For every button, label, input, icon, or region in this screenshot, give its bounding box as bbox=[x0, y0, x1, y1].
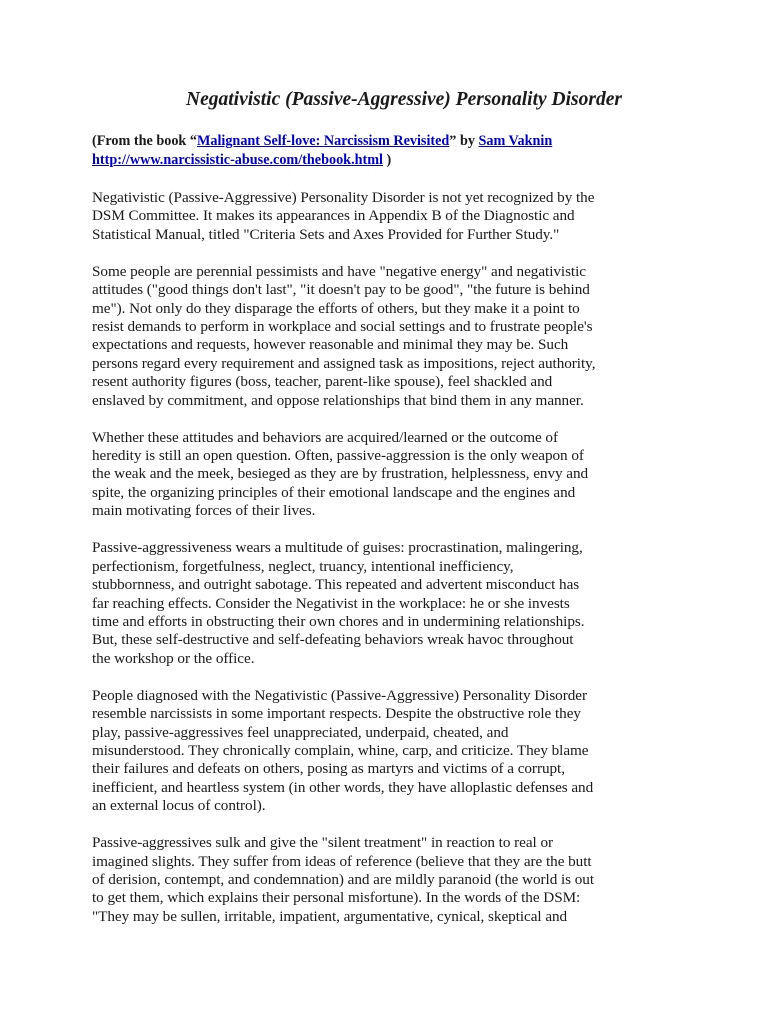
source-suffix: ) bbox=[383, 152, 392, 168]
document-title: Negativistic (Passive-Aggressive) Personality Disorder bbox=[186, 89, 622, 110]
paragraph-line: People diagnosed with the Negativistic (Passive-Aggressive) Personality Disorder bbox=[92, 686, 587, 704]
paragraph-line: to get them, which explains their personal misfortune). In the words of the DSM: bbox=[92, 889, 581, 907]
paragraph-line: stubbornness, and outright sabotage. This repeated and advertent misconduct has bbox=[92, 576, 580, 594]
paragraph-line: spite, the organizing principles of their emotional landscape and the engines and bbox=[92, 483, 576, 501]
paragraph-line: Some people are perennial pessimists and have "negative energy" and negativistic bbox=[92, 262, 586, 280]
paragraph-line: Negativistic (Passive-Aggressive) Personality Disorder is not yet recognized by the bbox=[92, 189, 595, 206]
body-paragraph bbox=[92, 189, 708, 244]
paragraph-line: "They may be sullen, irritable, impatient, argumentative, cynical, skeptical and bbox=[92, 907, 568, 925]
body-paragraph bbox=[92, 687, 708, 816]
body-paragraph bbox=[92, 834, 708, 926]
paragraph-line: imagined slights. They suffer from ideas of reference (believe that they are the butt bbox=[92, 852, 592, 870]
body-paragraph bbox=[92, 263, 708, 410]
source-prefix: (From the book “ bbox=[92, 133, 197, 149]
paragraph-line: resist demands to perform in workplace and social settings and to frustrate people's bbox=[92, 318, 593, 336]
body-text bbox=[92, 189, 708, 926]
paragraph-line: expectations and requests, however reasonable and minimal they may be. Such bbox=[92, 336, 569, 354]
paragraph-line: Whether these attitudes and behaviors are acquired/learned or the outcome of bbox=[92, 428, 558, 446]
paragraph-line: main motivating forces of their lives. bbox=[92, 502, 316, 520]
paragraph-line: the workshop or the office. bbox=[92, 649, 255, 667]
paragraph-line: misunderstood. They chronically complain, whine, carp, and criticize. They blame bbox=[92, 741, 589, 759]
paragraph-line: Statistical Manual, titled "Criteria Sets and Axes Provided for Further Study." bbox=[92, 225, 560, 243]
paragraph-line: DSM Committee. It makes its appearances in Appendix B of the Diagnostic and bbox=[92, 207, 575, 225]
paragraph-line: But, these self-destructive and self-defeating behaviors wreak havoc throughout bbox=[92, 631, 574, 649]
paragraph-line: attitudes ("good things don't last", "it doesn't pay to be good", "the future is behind bbox=[92, 281, 590, 299]
book-url-link[interactable]: http://www.narcissistic-abuse.com/thebook.html bbox=[92, 152, 383, 168]
body-paragraph bbox=[92, 539, 708, 668]
paragraph-line: time and efforts in obstructing their own chores and in undermining relationships. bbox=[92, 612, 585, 630]
author-link[interactable]: Sam Vaknin bbox=[478, 133, 553, 149]
source-mid: ” by bbox=[449, 133, 479, 149]
book-link[interactable]: Malignant Self-love: Narcissism Revisited bbox=[196, 133, 450, 149]
paragraph-line: far reaching effects. Consider the Negativist in the workplace: he or she invests bbox=[92, 594, 570, 612]
paragraph-line: enslaved by commitment, and oppose relationships that bind them in any manner. bbox=[92, 391, 584, 409]
paragraph-line: resemble narcissists in some important respects. Despite the obstructive role they bbox=[92, 705, 581, 723]
paragraph-line: perfectionism, forgetfulness, neglect, truancy, intentional inefficiency, bbox=[92, 557, 514, 575]
paragraph-line: of derision, contempt, and condemnation) and are mildly paranoid (the world is out bbox=[92, 870, 595, 888]
paragraph-line: persons regard every requirement and assigned task as impositions, reject authority, bbox=[92, 354, 596, 372]
paragraph-line: Passive-aggressiveness wears a multitude of guises: procrastination, malingering, bbox=[92, 539, 583, 557]
body-paragraph bbox=[92, 429, 708, 521]
paragraph-line: me"). Not only do they disparage the efforts of others, but they make it a point to bbox=[92, 299, 580, 317]
paragraph-line: resent authority figures (boss, teacher, parent-like spouse), feel shackled and bbox=[92, 373, 553, 391]
paragraph-line: heredity is still an open question. Often, passive-aggression is the only weapon of bbox=[92, 447, 584, 465]
source-citation bbox=[92, 132, 708, 170]
paragraph-line: play, passive-aggressives feel unappreciated, underpaid, cheated, and bbox=[92, 723, 509, 741]
paragraph-line: Passive-aggressives sulk and give the "silent treatment" in reaction to real or bbox=[92, 834, 553, 852]
paragraph-line: their failures and defeats on others, posing as martyrs and victims of a corrupt, bbox=[92, 760, 565, 778]
paragraph-line: inefficient, and heartless system (in other words, they have alloplastic defenses and bbox=[92, 778, 594, 796]
paragraph-line: the weak and the meek, besieged as they are by frustration, helplessness, envy and bbox=[92, 465, 589, 483]
paragraph-line: an external locus of control). bbox=[92, 797, 266, 815]
